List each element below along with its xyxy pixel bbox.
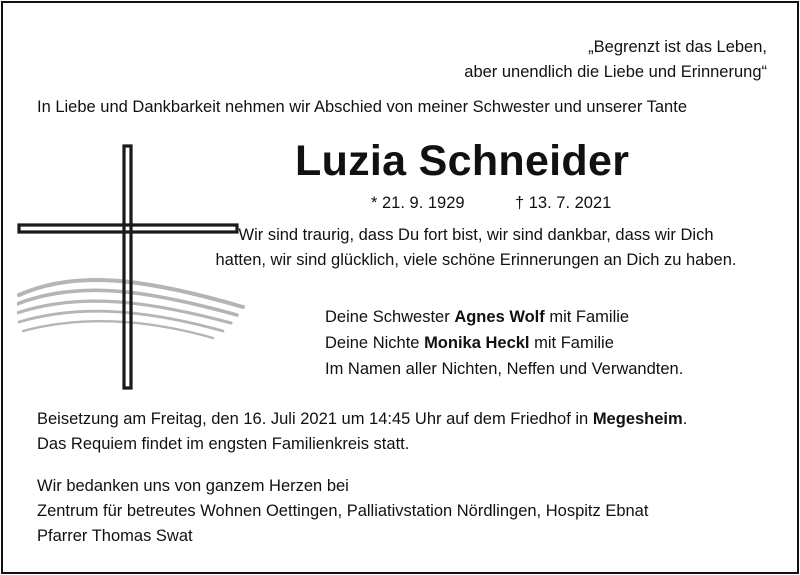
- mourner-niece: Deine Nichte Monika Heckl mit Familie: [325, 334, 614, 352]
- niece-name: Monika Heckl: [424, 334, 530, 352]
- thanks-line-1: Wir bedanken uns von ganzem Herzen bei: [37, 477, 349, 495]
- quote-line-1: „Begrenzt ist das Leben,: [588, 38, 767, 56]
- mourner-sister: Deine Schwester Agnes Wolf mit Familie: [325, 308, 630, 326]
- message-line-1: Wir sind traurig, dass Du fort bist, wir sind dankbar, dass wir Dich: [238, 226, 714, 244]
- quote-line-2: aber unendlich die Liebe und Erinnerung“: [464, 63, 767, 81]
- birth-date: * 21. 9. 1929: [371, 194, 465, 212]
- sister-name: Agnes Wolf: [454, 308, 545, 326]
- funeral-place: Megesheim: [592, 410, 683, 428]
- death-date: † 13. 7. 2021: [515, 194, 612, 212]
- obituary-notice: [1, 1, 799, 574]
- funeral-line-2: Das Requiem findet im engsten Familienkreis statt.: [37, 435, 410, 453]
- thanks-line-2: Zentrum für betreutes Wohnen Oettingen, Palliativstation Nördlingen, Hospitz Ebnat: [37, 502, 649, 520]
- thanks-line-3: Pfarrer Thomas Swat: [37, 527, 193, 545]
- mourner-relatives: Im Namen aller Nichten, Neffen und Verwandten.: [325, 360, 684, 378]
- deceased-name: Luzia Schneider: [295, 137, 630, 185]
- funeral-line-1: Beisetzung am Freitag, den 16. Juli 2021 um 14:45 Uhr auf dem Friedhof in Megesheim.: [37, 410, 688, 428]
- message-line-2: hatten, wir sind glücklich, viele schöne Erinnerungen an Dich zu haben.: [215, 251, 737, 269]
- intro-text: In Liebe und Dankbarkeit nehmen wir Abschied von meiner Schwester und unserer Tante: [37, 98, 687, 116]
